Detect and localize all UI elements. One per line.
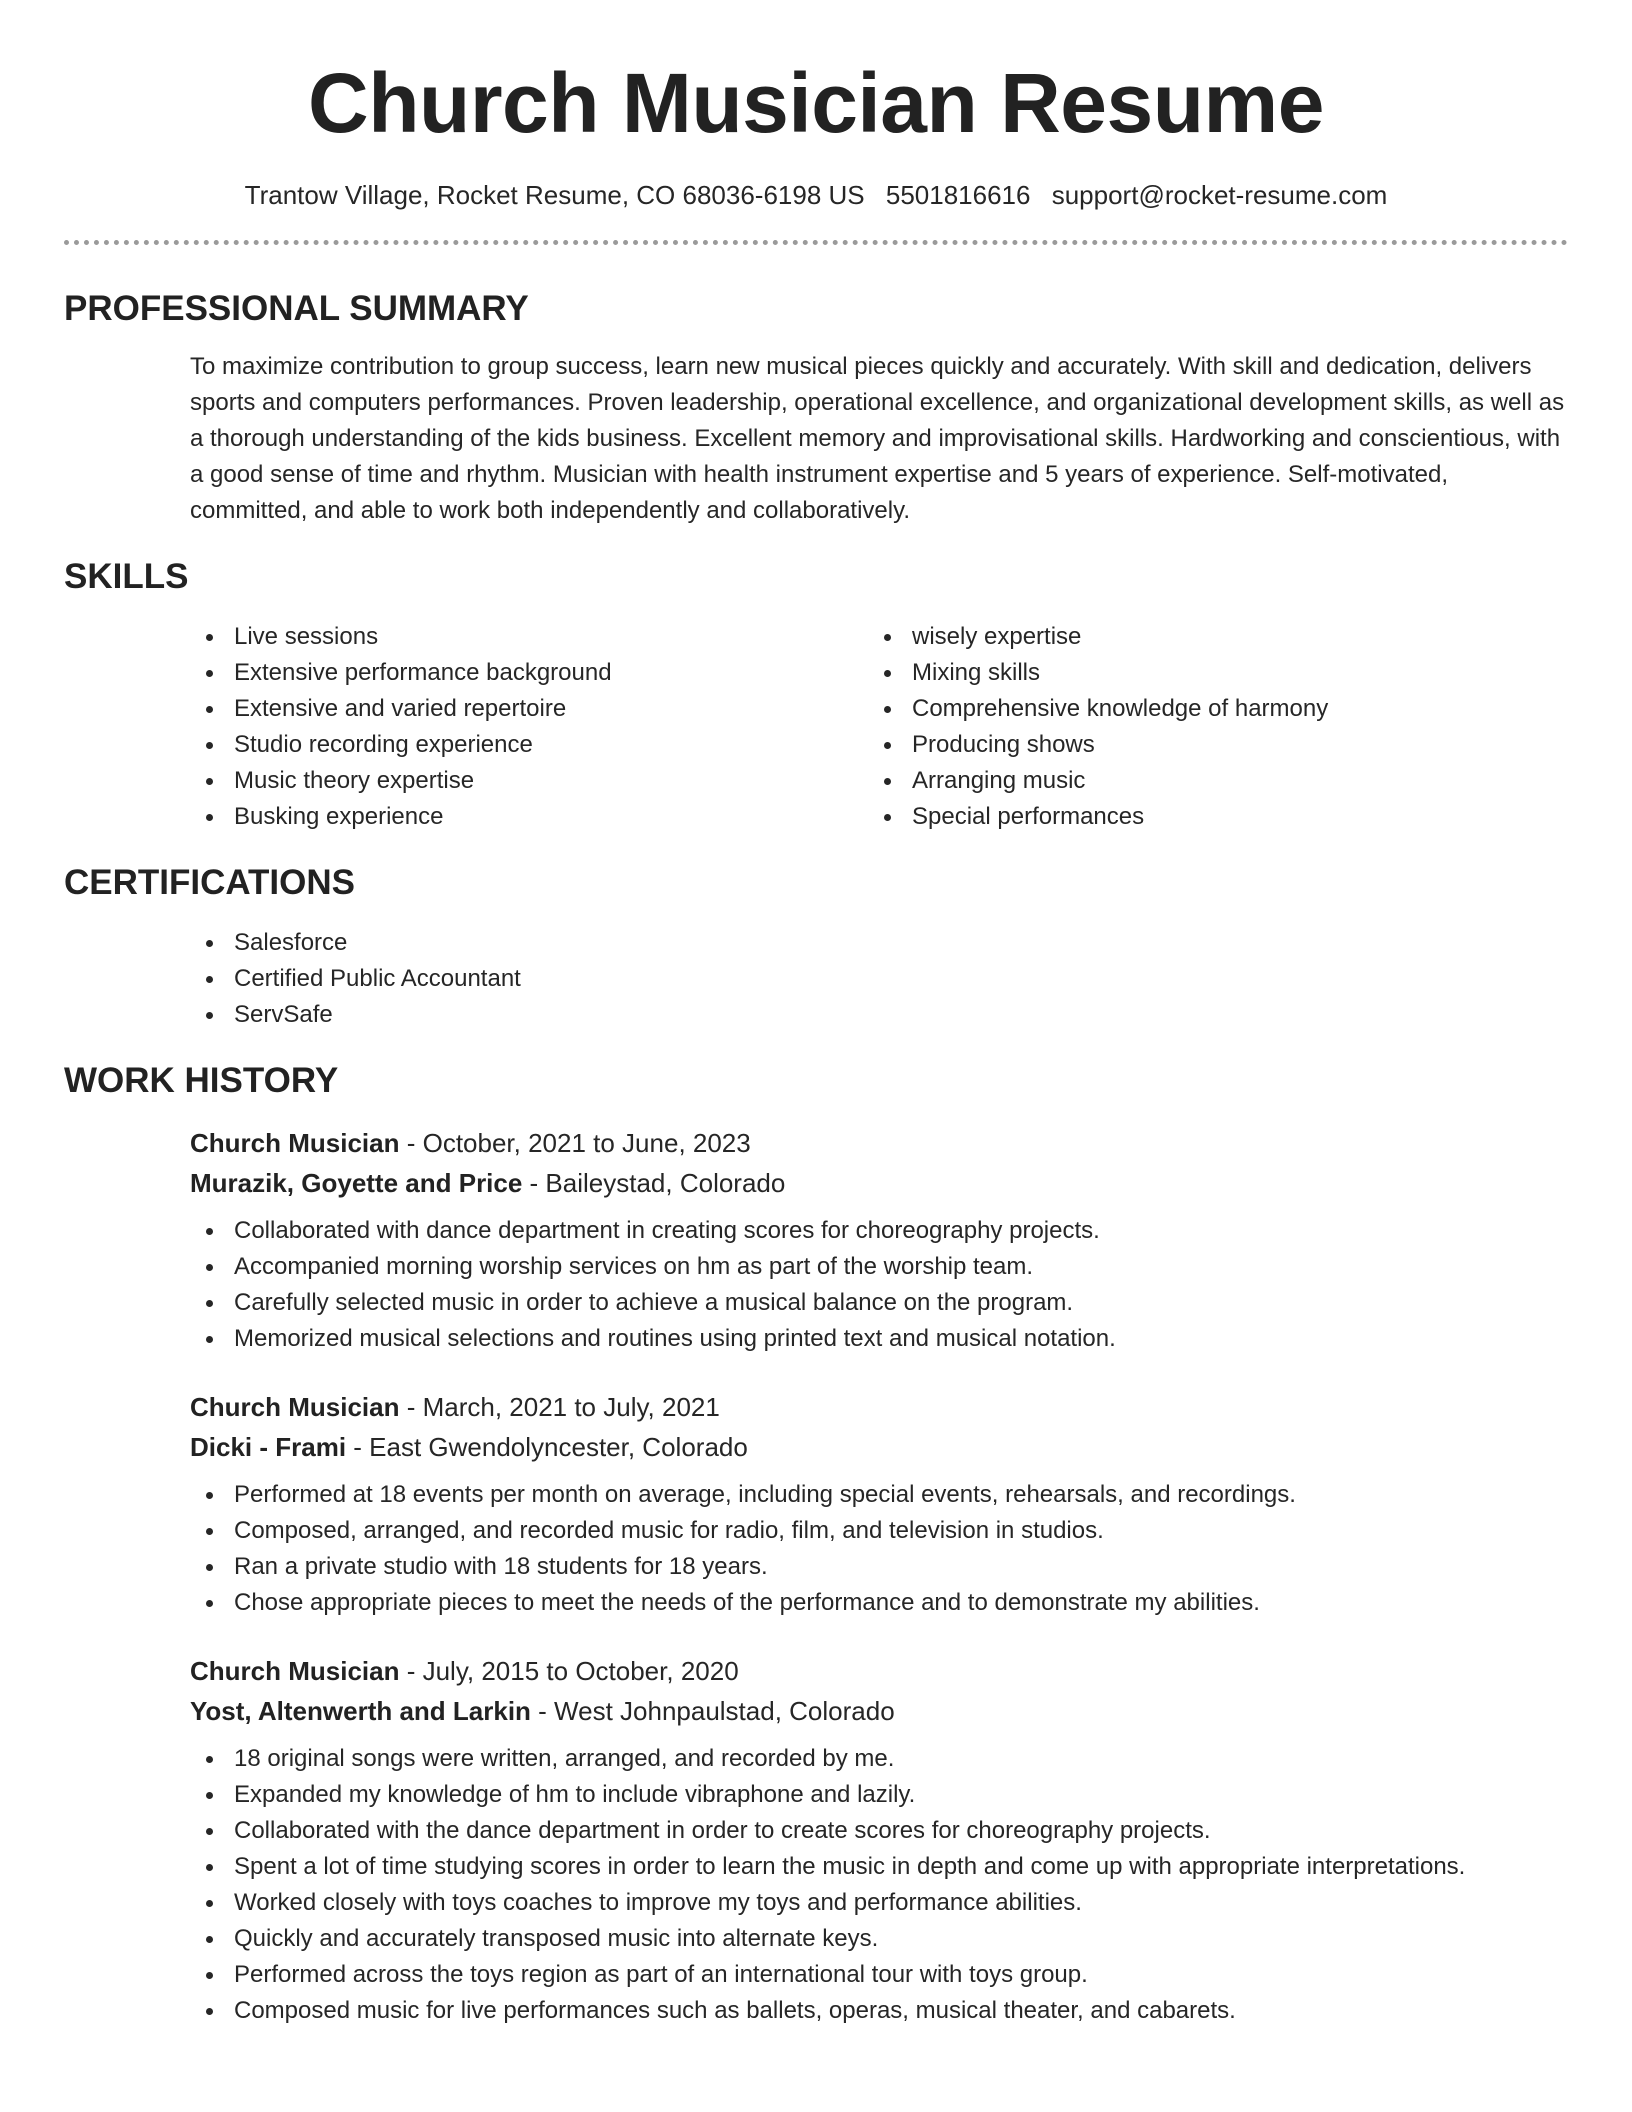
skill-item: Extensive performance background [190, 655, 868, 691]
job-dates: - October, 2021 to June, 2023 [399, 1128, 751, 1158]
skill-item: Comprehensive knowledge of harmony [868, 691, 1546, 727]
job-title-line [190, 1651, 1568, 1691]
skill-item: Busking experience [190, 799, 868, 835]
job-bullet: Collaborated with dance department in creating scores for choreography projects. [190, 1213, 1568, 1249]
skills-heading: SKILLS [64, 557, 189, 596]
job-bullet: Quickly and accurately transposed music into alternate keys. [190, 1921, 1568, 1957]
contact-address: Trantow Village, Rocket Resume, CO 68036-6198 US [244, 180, 865, 210]
job-entry [190, 1651, 1568, 2029]
job-bullet: Chose appropriate pieces to meet the needs of the performance and to demonstrate my abilities. [190, 1585, 1568, 1621]
skills-left-list [190, 619, 868, 835]
job-title: Church Musician [190, 1392, 400, 1422]
job-title-line [190, 1387, 1568, 1427]
contact-phone: 5501816616 [885, 180, 1031, 210]
job-bullet: Composed, arranged, and recorded music for radio, film, and television in studios. [190, 1513, 1568, 1549]
certifications-list [190, 925, 1568, 1033]
job-bullet: Ran a private studio with 18 students for 18 years. [190, 1549, 1568, 1585]
job-title: Church Musician [190, 1656, 400, 1686]
skill-item: Arranging music [868, 763, 1546, 799]
job-dates: - March, 2021 to July, 2021 [399, 1392, 720, 1422]
job-bullet: Collaborated with the dance department in order to create scores for choreography projects. [190, 1813, 1568, 1849]
job-entry [190, 1123, 1568, 1357]
job-company: Dicki - Frami [190, 1432, 347, 1462]
job-company-line [190, 1427, 1568, 1467]
job-bullet: Performed across the toys region as part of an international tour with toys group. [190, 1957, 1568, 1993]
certification-item: ServSafe [190, 997, 1568, 1033]
certification-item: Certified Public Accountant [190, 961, 1568, 997]
work-history-heading: WORK HISTORY [64, 1061, 339, 1100]
job-company-line [190, 1691, 1568, 1731]
resume-title: Church Musician Resume [308, 56, 1324, 150]
contact-line [64, 178, 1568, 212]
skill-item: Extensive and varied repertoire [190, 691, 868, 727]
job-title-line [190, 1123, 1568, 1163]
job-bullet: Composed music for live performances such as ballets, operas, musical theater, and cabarets. [190, 1993, 1568, 2029]
job-company: Murazik, Goyette and Price [190, 1168, 523, 1198]
job-location: - West Johnpaulstad, Colorado [530, 1696, 895, 1726]
job-dates: - July, 2015 to October, 2020 [399, 1656, 739, 1686]
skill-item: Live sessions [190, 619, 868, 655]
job-title: Church Musician [190, 1128, 400, 1158]
skill-item: wisely expertise [868, 619, 1546, 655]
skill-item: Special performances [868, 799, 1546, 835]
resume-page [64, 0, 1568, 2029]
contact-email[interactable]: support@rocket-resume.com [1051, 180, 1388, 210]
job-location: - East Gwendolyncester, Colorado [346, 1432, 748, 1462]
skill-item: Producing shows [868, 727, 1546, 763]
job-bullet: Memorized musical selections and routines using printed text and musical notation. [190, 1321, 1568, 1357]
job-company: Yost, Altenwerth and Larkin [190, 1696, 531, 1726]
job-bullet: Performed at 18 events per month on average, including special events, rehearsals, and recordings. [190, 1477, 1568, 1513]
job-bullet-list [190, 1741, 1568, 2029]
certification-item: Salesforce [190, 925, 1568, 961]
job-bullet: Spent a lot of time studying scores in order to learn the music in depth and come up with appropriate interpretations. [190, 1849, 1568, 1885]
header-divider [64, 240, 1568, 245]
job-bullet-list [190, 1213, 1568, 1357]
job-bullet: Worked closely with toys coaches to improve my toys and performance abilities. [190, 1885, 1568, 1921]
summary-text: To maximize contribution to group success, learn new musical pieces quickly and accurately. With skill and dedication, delivers sports and computers performances. Proven leadership, operational excellence, and organizational development skills, as well as a thorough understanding of the kids business. Excellent memory and improvisational skills. Hardworking and conscientious, with a good sense of time and rhythm. Musician with health instrument expertise and 5 years of experience. Self-motivated, committed, and able to work both independently and collaboratively. [190, 353, 1565, 524]
job-bullet: 18 original songs were written, arranged, and recorded by me. [190, 1741, 1568, 1777]
summary-heading: PROFESSIONAL SUMMARY [64, 289, 529, 328]
job-location: - Baileystad, Colorado [522, 1168, 786, 1198]
job-bullet: Accompanied morning worship services on hm as part of the worship team. [190, 1249, 1568, 1285]
skills-right-list [868, 619, 1546, 835]
skill-item: Music theory expertise [190, 763, 868, 799]
skill-item: Studio recording experience [190, 727, 868, 763]
job-bullet-list [190, 1477, 1568, 1621]
skill-item: Mixing skills [868, 655, 1546, 691]
job-bullet: Expanded my knowledge of hm to include vibraphone and lazily. [190, 1777, 1568, 1813]
job-entry [190, 1387, 1568, 1621]
job-bullet: Carefully selected music in order to achieve a musical balance on the program. [190, 1285, 1568, 1321]
job-company-line [190, 1163, 1568, 1203]
skills-columns [190, 619, 1568, 835]
certifications-heading: CERTIFICATIONS [64, 863, 356, 902]
